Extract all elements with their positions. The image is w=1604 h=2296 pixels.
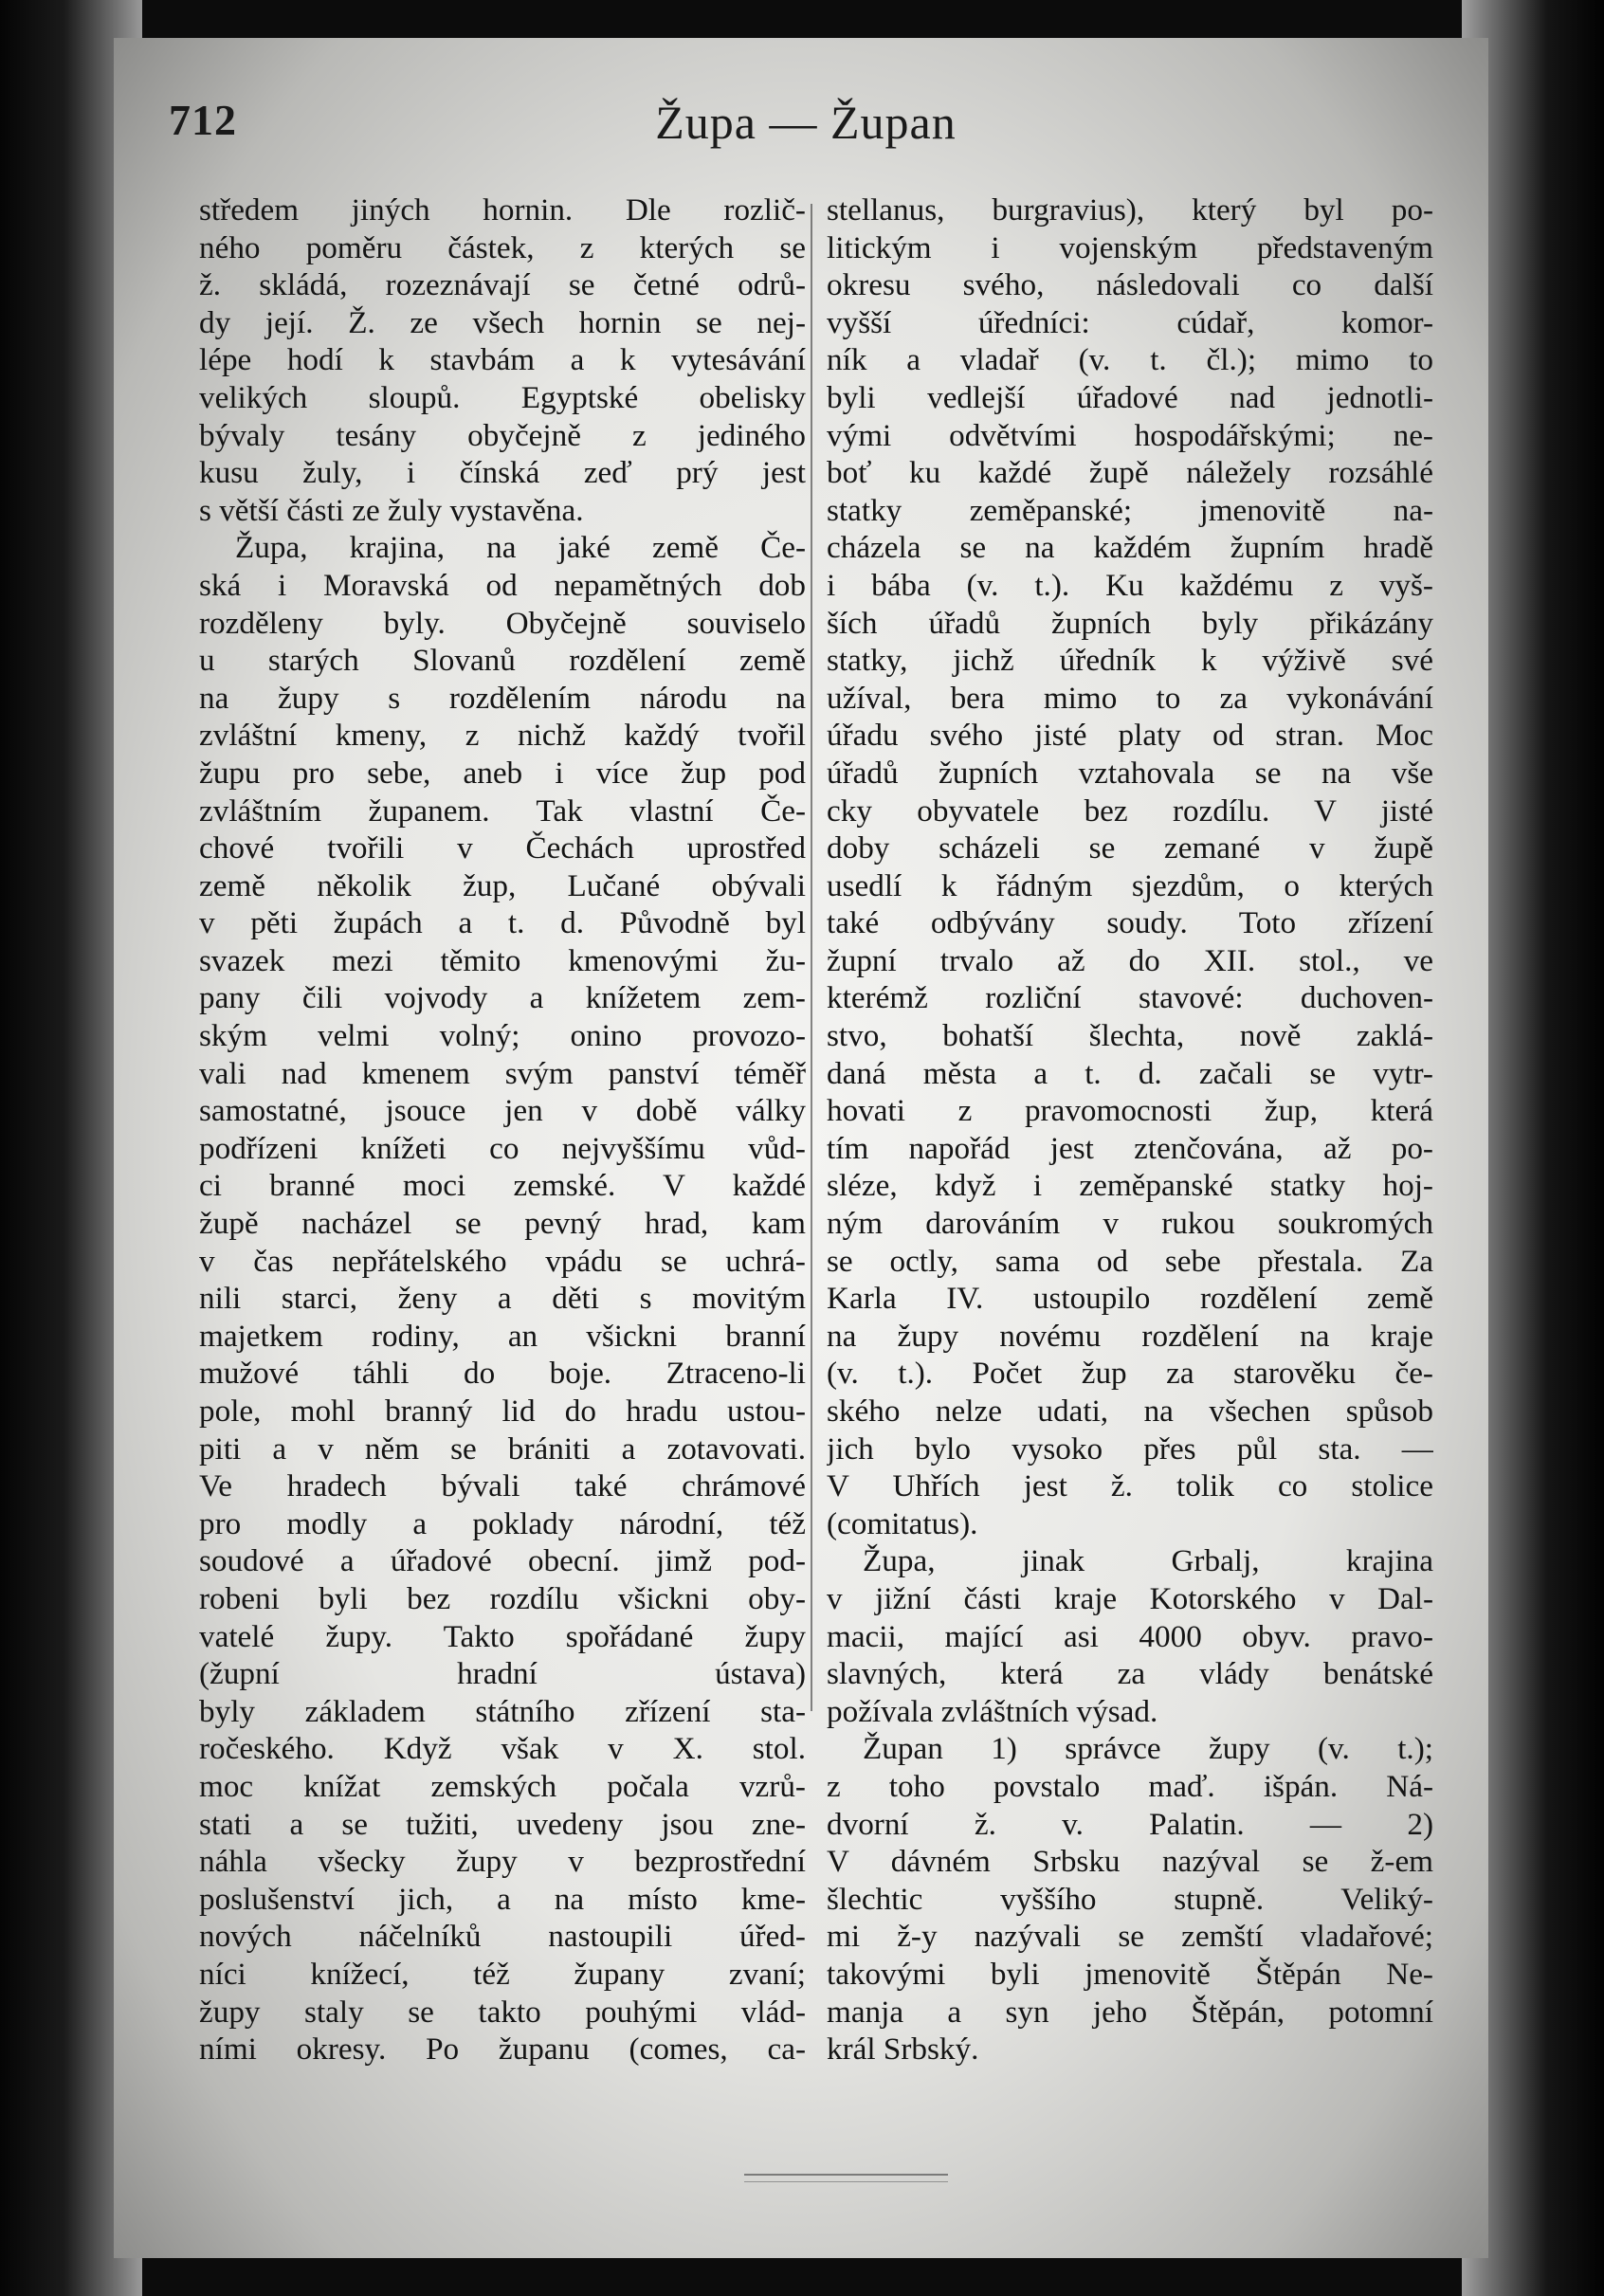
text-line: svazek mezi těmito kmenovými žu-: [199, 942, 806, 978]
text-line: zvláštní kmeny, z nichž každý tvořil: [199, 718, 806, 754]
text-line: s větší části ze žuly vystavěna.: [199, 492, 584, 528]
text-line: velikých sloupů. Egyptské obelisky: [199, 379, 806, 415]
left-column: [199, 191, 806, 2068]
text-line: na župy novému rozdělení na kraje: [827, 1318, 1433, 1354]
text-line: moc knížat zemských počala vzrů-: [199, 1768, 806, 1804]
text-line: z toho povstalo maď. išpán. Ná-: [827, 1768, 1433, 1804]
text-line: majetkem rodiny, an všickni branní: [199, 1318, 806, 1354]
text-line: ského nelze udati, na všechen spůsob: [827, 1394, 1433, 1429]
text-line: Ve hradech bývali také chrámové: [199, 1468, 806, 1504]
text-line: kterémž rozliční stavové: duchoven-: [827, 980, 1433, 1016]
text-line: ž. skládá, rozeznávají se četné odrů-: [199, 267, 806, 303]
text-line: ská i Moravská od nepamětných dob: [199, 567, 806, 603]
text-line: ným darováním v rukou soukromých: [827, 1206, 1433, 1242]
end-ornament-rule: [744, 2174, 948, 2182]
text-line: statky, jichž úředník k výživě své: [827, 643, 1433, 679]
page-header: [161, 95, 1450, 171]
text-line: cházela se na každém župním hradě: [827, 530, 1433, 566]
text-line: samostatné, jsouce jen v době války: [199, 1093, 806, 1129]
text-line: byly základem státního zřízení sta-: [199, 1693, 806, 1729]
text-line: dy její. Ž. ze všech hornin se nej-: [199, 304, 806, 340]
text-line: ročeského. Když však v X. stol.: [199, 1731, 806, 1767]
text-line: macii, mající asi 4000 obyv. pravo-: [827, 1618, 1433, 1654]
text-line: vými odvětvími hospodářskými; ne-: [827, 417, 1433, 453]
text-line: ších úřadů župních byly přikázány: [827, 605, 1433, 641]
text-line: požívala zvláštních výsad.: [827, 1693, 1158, 1729]
text-line: daná města a t. d. začali se vytr-: [827, 1055, 1433, 1091]
text-line: okresu svého, následovali co další: [827, 267, 1433, 303]
text-line: níci knížecí, též župany zvaní;: [199, 1956, 806, 1992]
text-line: šlechtic vyššího stupně. Veliký-: [827, 1881, 1433, 1917]
text-line: piti a v něm se brániti a zotavovati.: [199, 1430, 806, 1467]
text-line: župu pro sebe, aneb i více žup pod: [199, 755, 806, 791]
text-line: vyšší úředníci: cúdař, komor-: [827, 304, 1433, 340]
text-line: sléze, když i zeměpanské statky hoj-: [827, 1168, 1433, 1204]
text-line: V dávném Srbsku nazýval se ž-em: [827, 1844, 1433, 1880]
text-line: pany čili vojvody a knížetem zem-: [199, 980, 806, 1016]
text-line: stvo, bohatší šlechta, nově zaklá-: [827, 1018, 1433, 1054]
entry-line-zupa: Župa, krajina, na jaké země Če-: [235, 530, 806, 566]
text-line: (župní hradní ústava): [199, 1656, 806, 1692]
text-line: (v. t.). Počet žup za starověku če-: [827, 1356, 1433, 1392]
column-divider: [811, 204, 812, 1711]
text-line: ci branné moci zemské. V každé: [199, 1168, 806, 1204]
text-line: mi ž-y nazývali se zemští vladařové;: [827, 1919, 1433, 1955]
text-line: země několik žup, Lučané obývali: [199, 867, 806, 903]
text-line: stati a se tužiti, uvedeny jsou zne-: [199, 1806, 806, 1842]
text-line: ským velmi volný; onino provozo-: [199, 1018, 806, 1054]
text-line: boť ku každé župě náležely rozsáhlé: [827, 455, 1433, 491]
text-line: v jižní části kraje Kotorského v Dal-: [827, 1580, 1433, 1616]
text-line: v čas nepřátelského vpádu se uchrá-: [199, 1243, 806, 1279]
text-line: v pěti župách a t. d. Původně byl: [199, 905, 806, 941]
text-line: náhla všecky župy v bezprostřední: [199, 1844, 806, 1880]
text-line: jich bylo vysoko přes půl sta. —: [827, 1430, 1433, 1467]
text-line: pole, mohl branný lid do hradu ustou-: [199, 1394, 806, 1429]
text-line: lépe hodí k stavbám a k vytesávání: [199, 342, 806, 378]
text-line: zvláštním županem. Tak vlastní Če-: [199, 793, 806, 829]
text-line: tím napořád jest ztenčována, až po-: [827, 1130, 1433, 1166]
text-line: ník a vladař (v. t. čl.); mimo to: [827, 342, 1433, 378]
entry-line-zupan: Župan 1) správce župy (v. t.);: [863, 1731, 1433, 1767]
text-line: na župy s rozdělením národu na: [199, 680, 806, 716]
text-line: u starých Slovanů rozdělení země: [199, 643, 806, 679]
text-line: úřadu svého jisté platy od stran. Moc: [827, 718, 1433, 754]
text-line: úřadů župních vztahovala se na vše: [827, 755, 1433, 791]
text-line: manja a syn jeho Štěpán, potomní: [827, 1994, 1433, 2030]
running-head: Župa — Župan: [655, 96, 957, 149]
text-line: byli vedlejší úřadové nad jednotli-: [827, 379, 1433, 415]
text-line: župy staly se takto pouhými vlád-: [199, 1994, 806, 2030]
text-line: (comitatus).: [827, 1505, 978, 1541]
text-line: soudové a úřadové obecní. jimž pod-: [199, 1543, 806, 1579]
text-line: ného poměru částek, z kterých se: [199, 229, 806, 265]
text-line: středem jiných hornin. Dle rozlič-: [199, 192, 806, 228]
text-line: doby scházeli se zemané v župě: [827, 830, 1433, 866]
text-line: také odbývány soudy. Toto zřízení: [827, 905, 1433, 941]
text-line: litickým i vojenským představeným: [827, 229, 1433, 265]
text-line: takovými byli jmenovitě Štěpán Ne-: [827, 1956, 1433, 1992]
text-line: kusu žuly, i čínská zeď prý jest: [199, 455, 806, 491]
text-line: vali nad kmenem svým panství téměř: [199, 1055, 806, 1091]
text-line: stellanus, burgravius), který byl po-: [827, 192, 1433, 228]
text-line: chové tvořili v Čechách uprostřed: [199, 830, 806, 866]
text-line: nili starci, ženy a děti s movitým: [199, 1281, 806, 1317]
text-line: nových náčelníků nastoupili úřed-: [199, 1919, 806, 1955]
text-line: král Srbský.: [827, 2032, 979, 2068]
text-line: ními okresy. Po županu (comes, ca-: [199, 2032, 806, 2068]
text-line: se octly, sama od sebe přestala. Za: [827, 1243, 1433, 1279]
text-line: i bába (v. t.). Ku každému z vyš-: [827, 567, 1433, 603]
text-line: bývaly tesány obyčejně z jediného: [199, 417, 806, 453]
text-line: usedlí k řádným sjezdům, o kterých: [827, 867, 1433, 903]
text-line: podřízeni knížeti co nejvyššímu vůd-: [199, 1130, 806, 1166]
text-line: poslušenství jich, a na místo kme-: [199, 1881, 806, 1917]
right-column: [827, 191, 1433, 2068]
page-number: 712: [169, 96, 237, 144]
text-line: robeni byli bez rozdílu všickni oby-: [199, 1580, 806, 1616]
book-page: [114, 38, 1488, 2258]
text-line: cky obyvatele bez rozdílu. V jisté: [827, 793, 1433, 829]
text-line: vatelé župy. Takto spořádané župy: [199, 1618, 806, 1654]
text-line: pro modly a poklady národní, též: [199, 1505, 806, 1541]
text-line: mužové táhli do boje. Ztraceno-li: [199, 1356, 806, 1392]
text-line: slavných, která za vlády benátské: [827, 1656, 1433, 1692]
text-line: dvorní ž. v. Palatin. — 2): [827, 1806, 1433, 1842]
text-line: hovati z pravomocnosti žup, která: [827, 1093, 1433, 1129]
text-line: župě nacházel se pevný hrad, kam: [199, 1206, 806, 1242]
text-line: Karla IV. ustoupilo rozdělení země: [827, 1281, 1433, 1317]
text-line: V Uhřích jest ž. tolik co stolice: [827, 1468, 1433, 1504]
text-line: užíval, bera mimo to za vykonávání: [827, 680, 1433, 716]
entry-line-zupa-grbalj: Župa, jinak Grbalj, krajina: [863, 1543, 1433, 1579]
text-line: statky zeměpanské; jmenovitě na-: [827, 492, 1433, 528]
text-line: župní trvalo až do XII. stol., ve: [827, 942, 1433, 978]
text-line: rozděleny byly. Obyčejně souviselo: [199, 605, 806, 641]
